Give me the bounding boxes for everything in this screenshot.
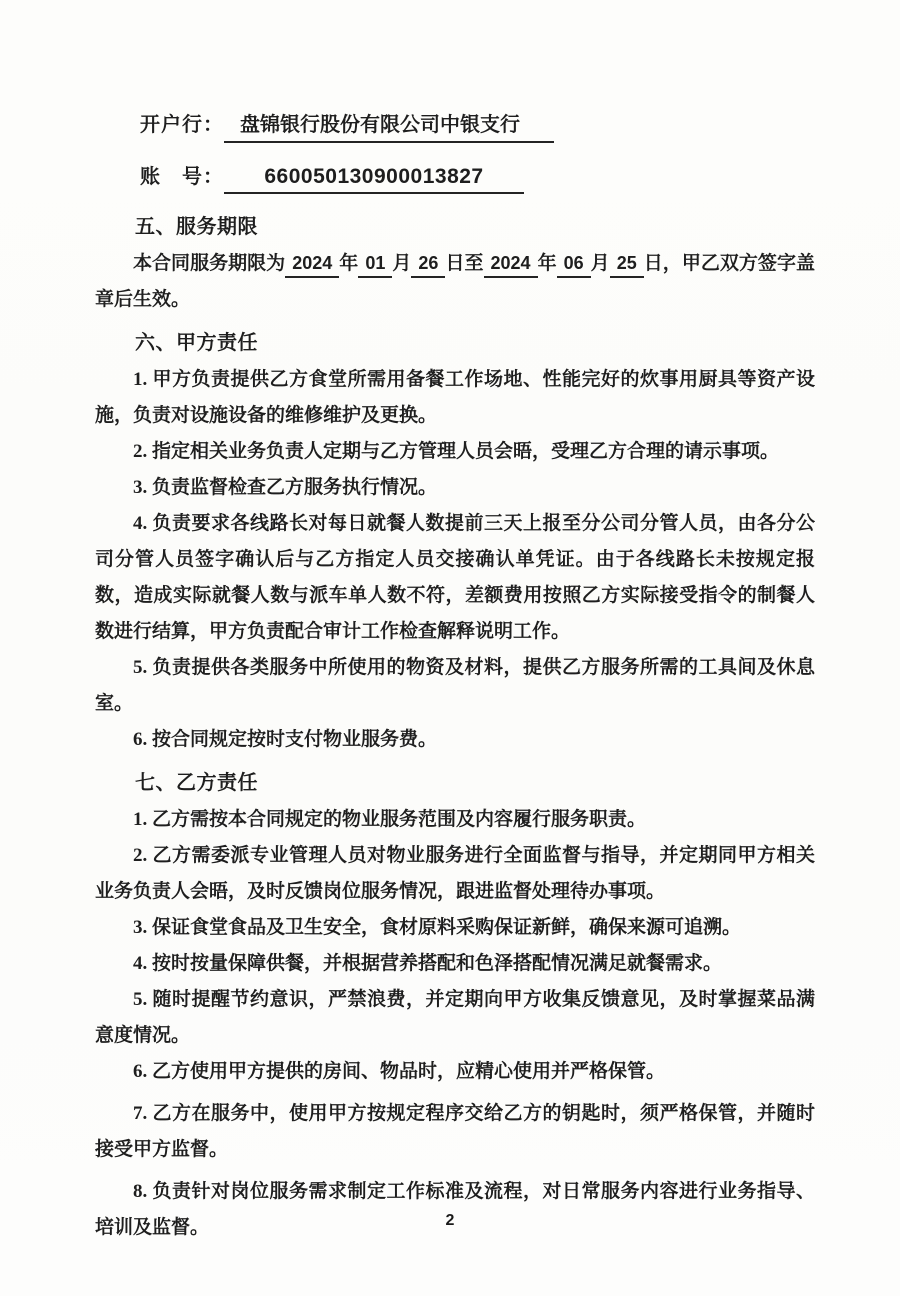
party-a-duty-item-6: 6. 按合同规定按时支付物业服务费。 [133,729,438,750]
account-number-line [95,163,815,194]
section-title-party-b-duties: 七、乙方责任 [135,772,258,794]
term-start-year: 2024 [285,251,339,278]
party-a-duty-list [95,362,815,758]
page-number: 2 [445,1212,455,1229]
term-start-month: 01 [358,251,392,278]
party-b-duty-item-8: 8. 负责针对岗位服务需求制定工作标准及流程，对日常服务内容进行业务指导、培训及监督。 [95,1181,815,1238]
party-b-duty-item-3: 3. 保证食堂食品及卫生安全，食材原料采购保证新鲜，确保来源可追溯。 [133,917,742,938]
term-end-month: 06 [557,251,591,278]
bank-name-value: 盘锦银行股份有限公司中银支行 [224,112,554,143]
party-b-duty-list [95,802,815,1246]
account-number-label: 账 号： [140,166,224,188]
party-b-duty-item-7: 7. 乙方在服务中，使用甲方按规定程序交给乙方的钥匙时，须严格保管，并随时接受甲方监督。 [95,1103,815,1160]
term-prefix: 本合同服务期限为 [133,253,286,274]
section-title-party-a-duties: 六、甲方责任 [135,332,258,354]
term-mid: 日至 [445,253,484,274]
term-year-char-1: 年 [339,253,359,274]
party-b-duty-item-4: 4. 按时按量保障供餐，并根据营养搭配和色泽搭配情况满足就餐需求。 [133,953,723,974]
party-b-duty-item-2: 2. 乙方需委派专业管理人员对物业服务进行全面监督与指导，并定期同甲方相关业务负责人会晤，及时反馈岗位服务情况，跟进监督处理待办事项。 [95,845,815,902]
party-b-duty-item-1: 1. 乙方需按本合同规定的物业服务范围及内容履行服务职责。 [133,809,647,830]
account-number-value: 660050130900013827 [224,163,524,194]
party-a-duty-item-3: 3. 负责监督检查乙方服务执行情况。 [133,477,438,498]
term-year-char-2: 年 [537,253,557,274]
party-b-duty-item-6: 6. 乙方使用甲方提供的房间、物品时，应精心使用并严格保管。 [133,1061,666,1082]
term-month-char-2: 月 [590,253,610,274]
bank-name-label: 开户行： [140,114,224,136]
service-term-paragraph [95,246,815,318]
party-a-duty-item-4: 4. 负责要求各线路长对每日就餐人数提前三天上报至分公司分管人员，由各分公司分管人员签字确认后与乙方指定人员交接确认单凭证。由于各线路长未按规定报数，造成实际就餐人数与派车单人数不符，差额费用按照乙方实际接受指令的制餐人数进行结算，甲方负责配合审计工作检查解释说明工作。 [95,513,815,642]
party-a-duty-item-1: 1. 甲方负责提供乙方食堂所需用备餐工作场地、性能完好的炊事用厨具等资产设施，负责对设施设备的维修维护及更换。 [95,369,815,426]
term-month-char-1: 月 [392,253,412,274]
term-end-day: 25 [610,251,644,278]
term-suffix: 日，甲乙双方签字盖章后生效。 [95,253,815,310]
term-start-day: 26 [411,251,445,278]
bank-name-line [95,112,815,143]
party-b-duty-item-5: 5. 随时提醒节约意识，严禁浪费，并定期向甲方收集反馈意见，及时掌握菜品满意度情况。 [95,989,815,1046]
party-a-duty-item-5: 5. 负责提供各类服务中所使用的物资及材料，提供乙方服务所需的工具间及休息室。 [95,657,815,714]
term-end-year: 2024 [484,251,538,278]
party-a-duty-item-2: 2. 指定相关业务负责人定期与乙方管理人员会晤，受理乙方合理的请示事项。 [133,441,780,462]
section-title-service-term: 五、服务期限 [135,216,258,238]
